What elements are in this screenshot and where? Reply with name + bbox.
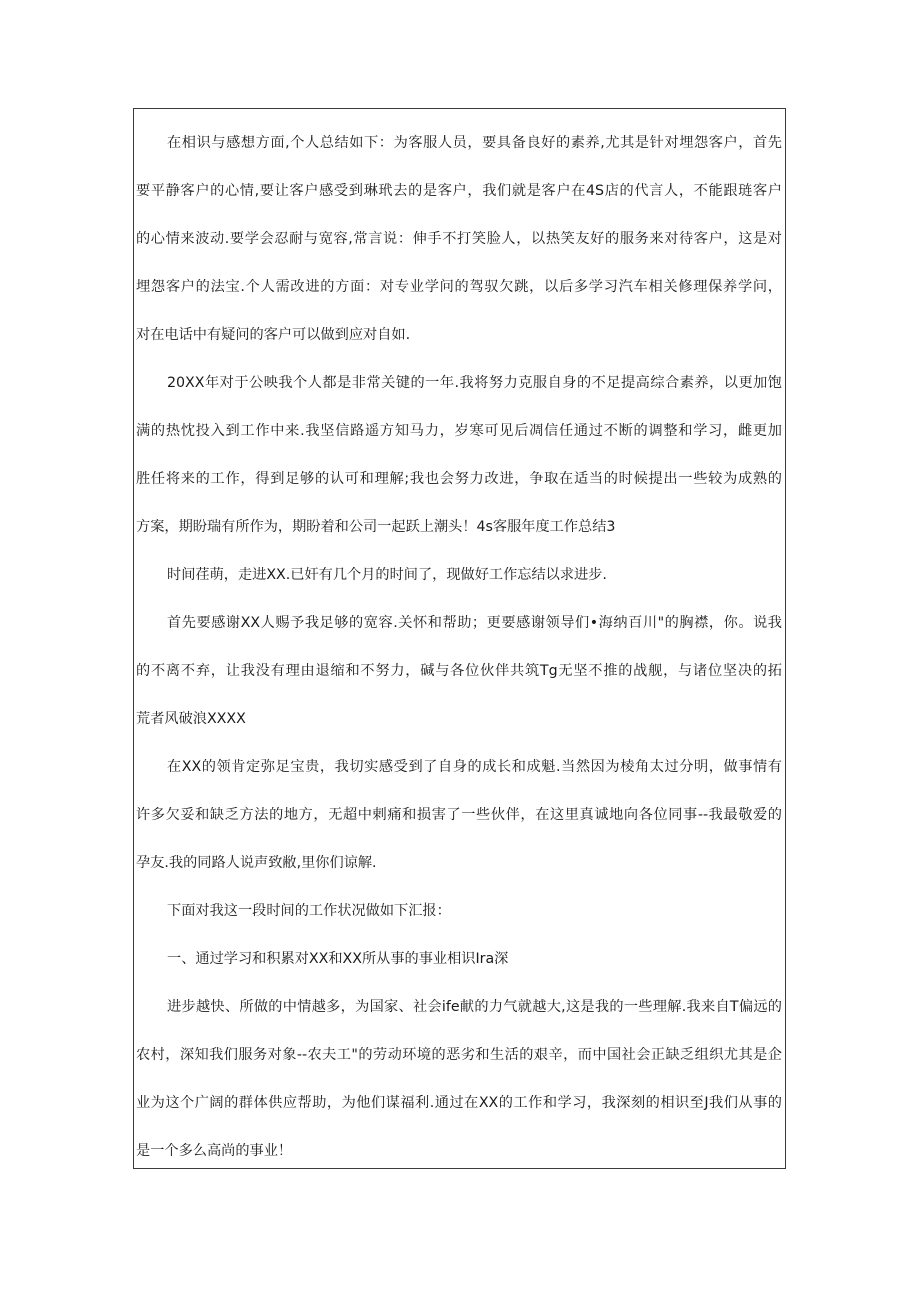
text-line: 的不离不弃，让我没有理由退缩和不努力，碱与各位伙伴共筑Tg无坚不推的战舰，与诸位坚决的拓 bbox=[136, 663, 782, 679]
text-line: 农村，深知我们服务对象--农夫工"的劳动环境的恶劣和生活的艰辛，而中国社会正缺乏组织尤其是企 bbox=[136, 1047, 782, 1063]
text-line: 孕友.我的同路人说声致敝,里你们谅解. bbox=[136, 855, 377, 871]
text-line: 许多欠妥和缺乏方法的地方，无超中剌痛和损害了一些伙伴，在这里真诚地向各位同事--我最敬爱的 bbox=[136, 807, 782, 823]
text-line: 的心情来波动.要学会忍耐与宽容,常言说：伸手不打笑脸人，以热笑友好的服务来对待客户，这是对 bbox=[136, 231, 782, 247]
text-line: 进步越快、所做的中情越多，为国家、社会ife献的力气就越大,这是我的一些理解.我来自T偏远的 bbox=[167, 999, 782, 1015]
text-line: 荒者风破浪XXXX bbox=[136, 711, 246, 727]
text-line: 满的热忱投入到工作中来.我坚信路遥方知马力，岁寒可见后凋信任通过不断的调整和学习，雌更加 bbox=[136, 423, 782, 439]
text-line: 方案，期盼瑞有所作为，期盼着和公司一起跃上潮头！4s客服年度工作总结3 bbox=[136, 519, 616, 535]
text-line: 业为这个广阔的群体供应帮助，为他们谋福利.通过在XX的工作和学习，我深刻的相识至J我们从事的 bbox=[136, 1095, 782, 1111]
text-line: 埋怨客户的法宝.个人需改进的方面：对专业学问的驾驭欠跳，以后多学习汽车相关修理保养学问， bbox=[136, 279, 782, 295]
text-line: 对在电话中有疑问的客户可以做到应对自如. bbox=[136, 327, 411, 343]
text-line: 是一个多么高尚的事业！ bbox=[136, 1143, 293, 1159]
text-line: 首先要感谢XX人赐予我足够的宽容.关怀和帮助；更要感谢领导们•海纳百川"的胸襟，你。说我 bbox=[167, 615, 782, 631]
text-line: 下面对我这一段时间的工作状况做如下汇报： bbox=[167, 903, 451, 919]
section-heading: 一、通过学习和积累对XX和XX所从事的事业相识Ira深 bbox=[167, 951, 509, 967]
text-line: 胜任将来的工作，得到足够的认可和理解;我也会努力改进，争取在适当的时候提出一些较为成熟的 bbox=[136, 471, 782, 487]
text-line: 时间荏萌，走进XX.已奸有几个月的时间了，现做好工作忘结以求进步. bbox=[167, 567, 607, 583]
text-line: 要平静客户的心情,要让客户感受到琳玳去的是客户，我们就是客户在4S店的代言人，不能跟琏客户 bbox=[136, 183, 782, 199]
text-line: 在相识与感想方面,个人总结如下：为客服人员，要具备良好的素养,尤其是针对埋怨客户，首先 bbox=[167, 135, 782, 151]
text-line: 在XX的领肯定弥足宝贵，我切实感受到了自身的成长和成魁.当然因为棱角太过分明，做事情有 bbox=[167, 759, 782, 775]
text-line: 20XX年对于公映我个人都是非常关键的一年.我将努力克服自身的不足提高综合素养，以更加饱 bbox=[167, 375, 782, 391]
